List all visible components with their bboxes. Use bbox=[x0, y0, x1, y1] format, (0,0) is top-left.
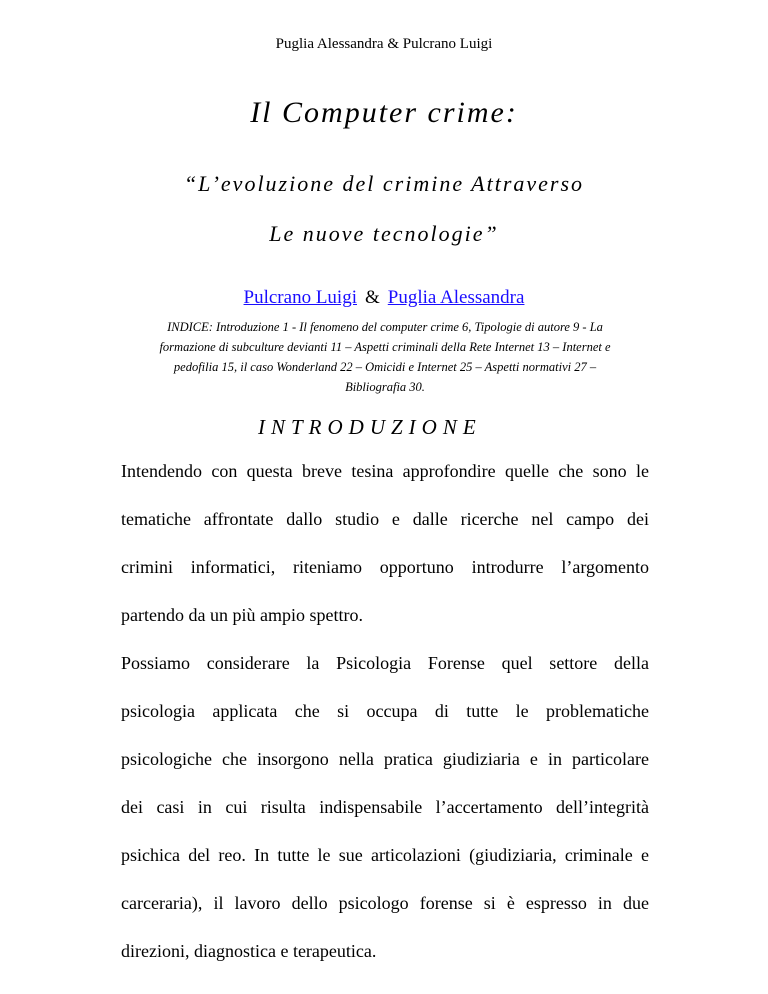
toc-line: pedofilia 15, il caso Wonderland 22 – Omicidi e Internet 25 – Aspetti normativi 27 – bbox=[173, 360, 597, 374]
subtitle-line-2: Le nuove tecnologie” bbox=[269, 221, 499, 246]
document-title: Il Computer crime: bbox=[250, 96, 518, 129]
toc-line: Bibliografia 30. bbox=[345, 380, 425, 394]
body-text-line: Possiamo considerare la Psicologia Forense quel settore della bbox=[121, 653, 649, 673]
table-of-contents bbox=[150, 317, 620, 397]
body-text-line: dei casi in cui risulta indispensabile l’accertamento dell’integrità bbox=[121, 797, 649, 817]
body-text-line: psicologia applicata che si occupa di tutte le problematiche bbox=[121, 701, 649, 721]
body-text-line: tematiche affrontate dallo studio e dalle ricerche nel campo dei bbox=[121, 509, 649, 529]
running-header: Puglia Alessandra & Pulcrano Luigi bbox=[275, 36, 493, 52]
authors-line bbox=[0, 287, 768, 309]
body-text-line: psicologiche che insorgono nella pratica giudiziaria e in particolare bbox=[121, 749, 649, 769]
author-separator: & bbox=[364, 287, 380, 308]
subtitle-line-1: “L’evoluzione del crimine Attraverso bbox=[183, 171, 585, 196]
body-text-line: carceraria), il lavoro dello psicologo forense si è espresso in due bbox=[121, 893, 649, 913]
author-link-pulcrano[interactable]: Pulcrano Luigi bbox=[243, 287, 357, 308]
toc-line: formazione di subculture devianti 11 – Aspetti criminali della Rete Internet 13 – Internet e bbox=[159, 340, 611, 354]
toc-line: INDICE: Introduzione 1 - Il fenomeno del computer crime 6, Tipologie di autore 9 - La bbox=[167, 320, 603, 334]
body-text-line: crimini informatici, riteniamo opportuno introdurre l’argomento bbox=[121, 557, 649, 577]
body-text-line: direzioni, diagnostica e terapeutica. bbox=[121, 941, 377, 961]
body-text-line: Intendendo con questa breve tesina approfondire quelle che sono le bbox=[121, 461, 649, 481]
body-text-line: psichica del reo. In tutte le sue articolazioni (giudiziaria, criminale e bbox=[121, 845, 649, 865]
body-text-line: partendo da un più ampio spettro. bbox=[121, 605, 363, 625]
author-link-puglia[interactable]: Puglia Alessandra bbox=[387, 287, 525, 308]
section-heading: INTRODUZIONE bbox=[258, 415, 482, 439]
